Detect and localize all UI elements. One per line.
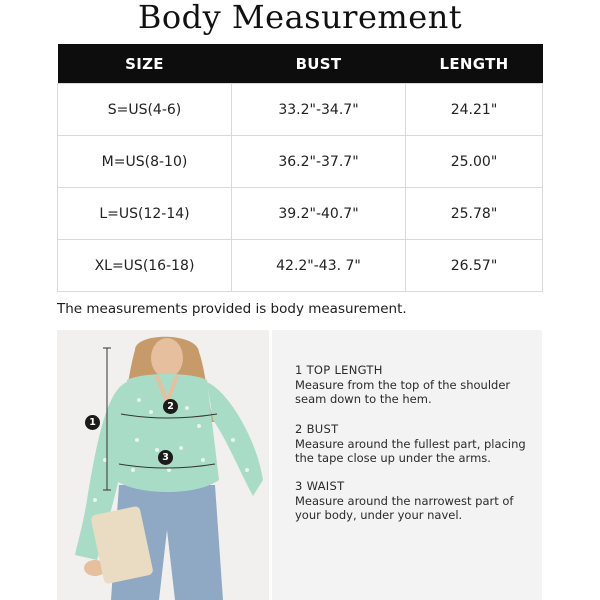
instruction-heading: 2 BUST xyxy=(295,422,339,436)
size-column-header: SIZE xyxy=(58,44,232,84)
measurement-note: The measurements provided is body measurement. xyxy=(57,301,407,317)
table-row xyxy=(58,136,543,188)
model-photo xyxy=(57,330,269,600)
size-cell: M=US(8-10) xyxy=(58,136,232,188)
instruction-text: Measure from the top of the shoulder seam down to the hem. xyxy=(295,377,511,406)
waist-marker: 3 xyxy=(158,450,173,465)
size-cell: S=US(4-6) xyxy=(58,84,232,136)
bust-cell: 42.2"-43. 7" xyxy=(232,240,406,292)
table-row xyxy=(58,84,543,136)
length-column-header: LENGTH xyxy=(406,44,543,84)
instruction-top-length xyxy=(295,363,535,407)
table-row xyxy=(58,240,543,292)
bust-marker: 2 xyxy=(163,399,178,414)
blouse-shape xyxy=(115,374,219,492)
top-length-marker: 1 xyxy=(85,415,100,430)
model-illustration xyxy=(57,330,269,600)
size-cell: L=US(12-14) xyxy=(58,188,232,240)
instruction-waist xyxy=(295,479,535,523)
instruction-text: Measure around the fullest part, placing the tape close up under the arms. xyxy=(295,436,526,465)
size-cell: XL=US(16-18) xyxy=(58,240,232,292)
length-cell: 24.21" xyxy=(406,84,543,136)
length-cell: 25.78" xyxy=(406,188,543,240)
measurement-instructions xyxy=(272,330,542,600)
instruction-text: Measure around the narrowest part of your body, under your navel. xyxy=(295,493,514,522)
instruction-heading: 1 TOP LENGTH xyxy=(295,363,383,377)
size-chart-table xyxy=(57,44,543,292)
bust-cell: 39.2"-40.7" xyxy=(232,188,406,240)
bust-column-header: BUST xyxy=(232,44,406,84)
instruction-heading: 3 WAIST xyxy=(295,479,345,493)
length-cell: 26.57" xyxy=(406,240,543,292)
table-header-row xyxy=(58,44,543,84)
table-row xyxy=(58,188,543,240)
bust-cell: 33.2"-34.7" xyxy=(232,84,406,136)
page-title: Body Measurement xyxy=(137,0,463,36)
bust-cell: 36.2"-37.7" xyxy=(232,136,406,188)
instruction-bust xyxy=(295,422,535,466)
length-cell: 25.00" xyxy=(406,136,543,188)
